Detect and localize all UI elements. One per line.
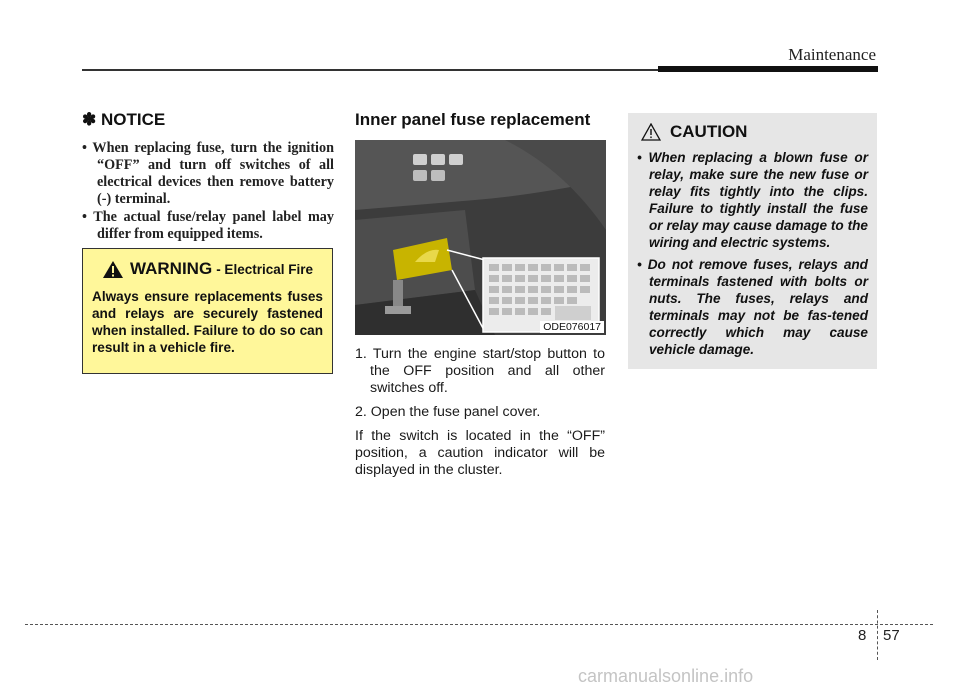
step-item: 2. Open the fuse panel cover. — [355, 404, 541, 420]
step-note: If the switch is located in the “OFF” position, a caution indicator will be displayed in the cluster. — [355, 428, 605, 478]
warning-subtitle: - Electrical Fire — [216, 261, 313, 277]
fuse-panel-figure — [355, 140, 606, 335]
footer-divider — [877, 610, 878, 660]
footer-rule — [25, 624, 933, 625]
caution-list — [637, 149, 868, 358]
caution-title: CAUTION — [670, 122, 748, 141]
header-rule-thick — [658, 66, 878, 72]
warning-text: Always ensure replacements fuses and relays are securely fastened when installed. Failure to do so can result in a vehicle fire. — [92, 289, 323, 355]
notice-list — [82, 140, 334, 244]
watermark: carmanualsonline.info — [578, 666, 754, 686]
warning-title: WARNING — [130, 259, 213, 278]
warning-triangle-icon — [102, 260, 124, 279]
section-title: Inner panel fuse replacement — [355, 110, 591, 129]
warning-box — [82, 248, 333, 374]
caution-box — [628, 113, 877, 369]
step-item: 1. Turn the engine start/stop button to the OFF position and all other switches off. — [355, 346, 605, 396]
caution-triangle-icon — [641, 123, 661, 141]
notice-title: ✽ NOTICE — [82, 110, 166, 129]
warning-header — [92, 259, 323, 279]
fuse-panel-illustration — [355, 140, 606, 335]
section-header-title: Maintenance — [788, 45, 876, 64]
page-number: 57 — [883, 627, 900, 644]
steps-text — [355, 346, 605, 486]
figure-code-label: ODE076017 — [540, 321, 604, 333]
caution-item: • When replacing a blown fuse or relay, make sure the new fuse or relay fits tightly into the clips. Failure to tightly install the fuse or relay may cause damage to the wiring and electric systems. — [637, 150, 868, 250]
chapter-number: 8 — [858, 627, 867, 644]
caution-header — [637, 122, 868, 142]
notice-item: • When replacing fuse, turn the ignition “OFF” and turn off switches of all electrical devices then remove battery (-) terminal. — [82, 140, 334, 207]
caution-item: • Do not remove fuses, relays and terminals fastened with bolts or nuts. The fuses, relays and terminals may not be fas-tened correctly which may cause vehicle damage. — [637, 257, 868, 357]
notice-item: • The actual fuse/relay panel label may differ from equipped items. — [82, 209, 334, 242]
header-rule-thin — [82, 69, 662, 71]
